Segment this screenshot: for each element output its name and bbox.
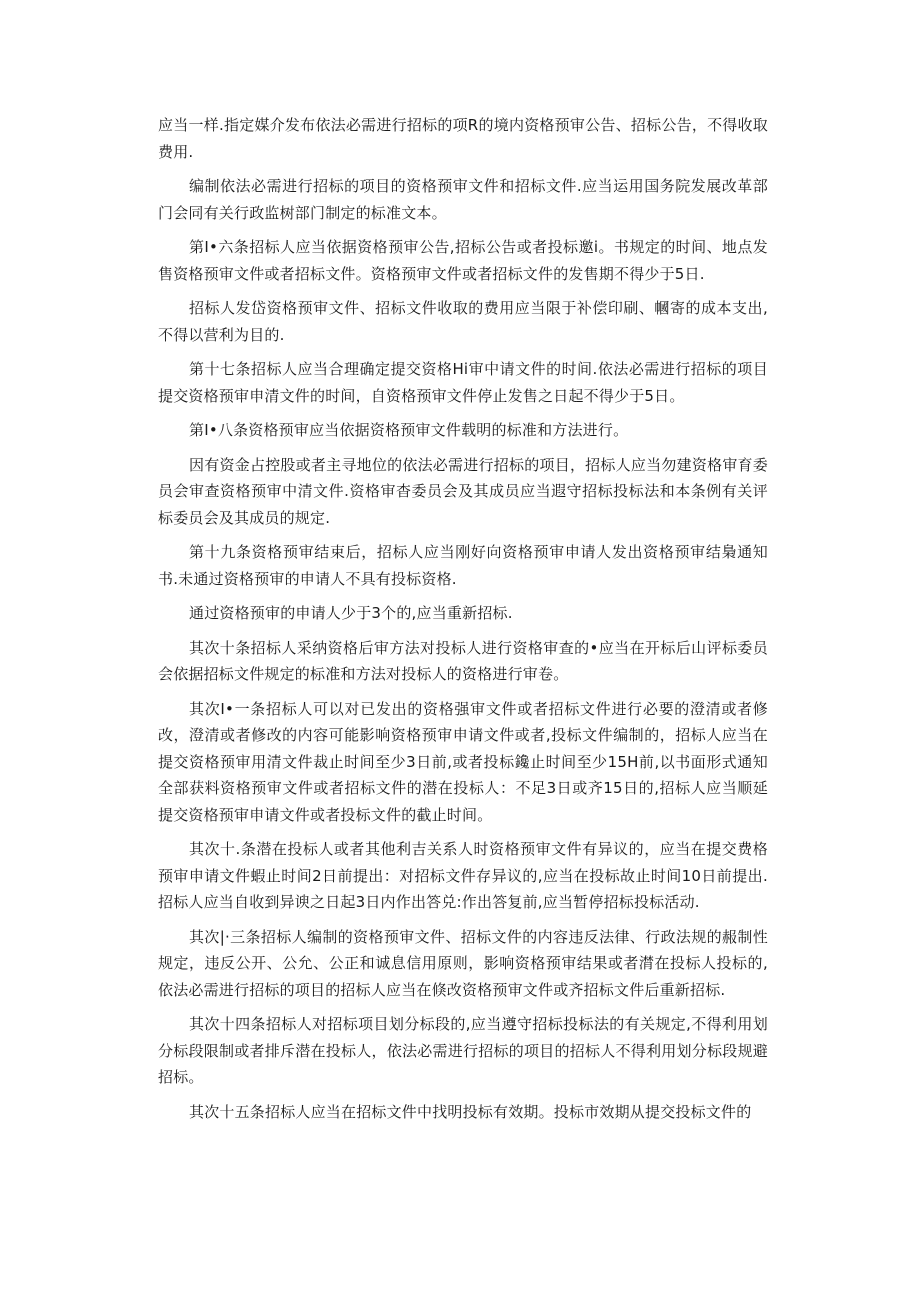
document-page xyxy=(158,112,768,1133)
paragraph: 因有资金占控股或者主寻地位的依法必需进行招标的项目，招标人应当勿建资格审育委员会审查资格预审中清文件.资格审杳委员会及其成员应当遐守招标投标法和本条例有关评标委员会及其成员的规定. xyxy=(158,455,768,527)
paragraph: 其次|·三条招标人编制的资格预审文件、招标文件的内容违反法律、行政法规的赧制性规定，违反公开、公允、公正和诚息信用原则，影响资格预审结果或者潸在投标人投标的,依法必需进行招标的项目的招标人应当在倏改资格预审文件或齐招标文件后重新招标. xyxy=(158,927,768,999)
paragraph: 通过资格预审的申请人少于3个的,应当重新招标. xyxy=(189,604,513,622)
paragraph: 其次十条招标人采纳资格后审方法对投标人进行资格审查的•应当在开标后山评标委员会依据招标文件规定的标准和方法对投标人的资格进行审卷。 xyxy=(158,638,768,683)
paragraph: 编制依法必需进行招标的项目的资格预审文件和招标文件.应当运用国务院发展改革部门会同有关行政监树部门制定的标准文本。 xyxy=(158,177,768,222)
paragraph: 第I•六条招标人应当依据资格预审公告,招标公告或者投标邀i。书规定的时间、地点发售资格预审文件或者招标文件。资格预审文件或者招标文件的发售期不得少于5日. xyxy=(158,238,768,283)
paragraph: 招标人发岱资格预审文件、招标文件收取的费用应当限于补偿印刷、幗寄的成本支出,不得以营利为目的. xyxy=(158,299,768,344)
paragraph: 其次I•一条招标人可以对已发出的资格强审文件或者招标文件进行必要的澄清或者修改，澄清或者修改的内容可能影响资格预审申请文件或者,投标文件编制的，招标人应当在提交资格预审用清文件裁止时间至少3日前,或者投标鑱止时间至少15H前,以书面形式通知全部获料资格预审文件或者招标文件的潜在投标人：不足3日或齐15日的,招标人应当顺延提交资格预审申请文件或者投标文件的截止时间。 xyxy=(158,699,768,824)
paragraph: 第十九条资格预审结束后，招标人应当刚好向资格预审申请人发出资格预审结梟通知书.未通过资格预审的申请人不具有投标资格. xyxy=(158,543,768,588)
paragraph: 第十七条招标人应当合理确定提交资格Hi审中请文件的时间.依法必需进行招标的项目提交资格预审申清文件的时间，自资格预审文件停止发售之日起不得少于5日。 xyxy=(158,360,768,405)
paragraph: 其次十.条潜在投标人或者其他利吉关系人时资格预审文件有异议的，应当在提交费格预审申请文件蝦止时间2日前提出：对招标文件存异议的,应当在投标故止时间10日前提出.招标人应当自收到异谀之日起3日内作出答兑:作出答复前,应当暂停招标投标活动. xyxy=(158,840,768,911)
paragraph: 第I•八条资格预审应当依据资格预审文件载明的标准和方法进行。 xyxy=(189,421,629,439)
paragraph: 其次十五条招标人应当在招标文件中找明投标有效期。投标市效期从提交投标文件的 xyxy=(189,1102,752,1121)
paragraph: 应当一样.指定媒介发布依法必需进行招标的项R的境内资格预审公告、招标公告，不得收取费用. xyxy=(158,116,768,161)
paragraph: 其次十四条招标人对招标项目划分标段的,应当遵守招标投标法的有关规定,不得利用划分标段限制或者排斥潜在投标人，依法必需进行招标的项目的招标人不得利用划分标段规避招标。 xyxy=(158,1015,768,1086)
